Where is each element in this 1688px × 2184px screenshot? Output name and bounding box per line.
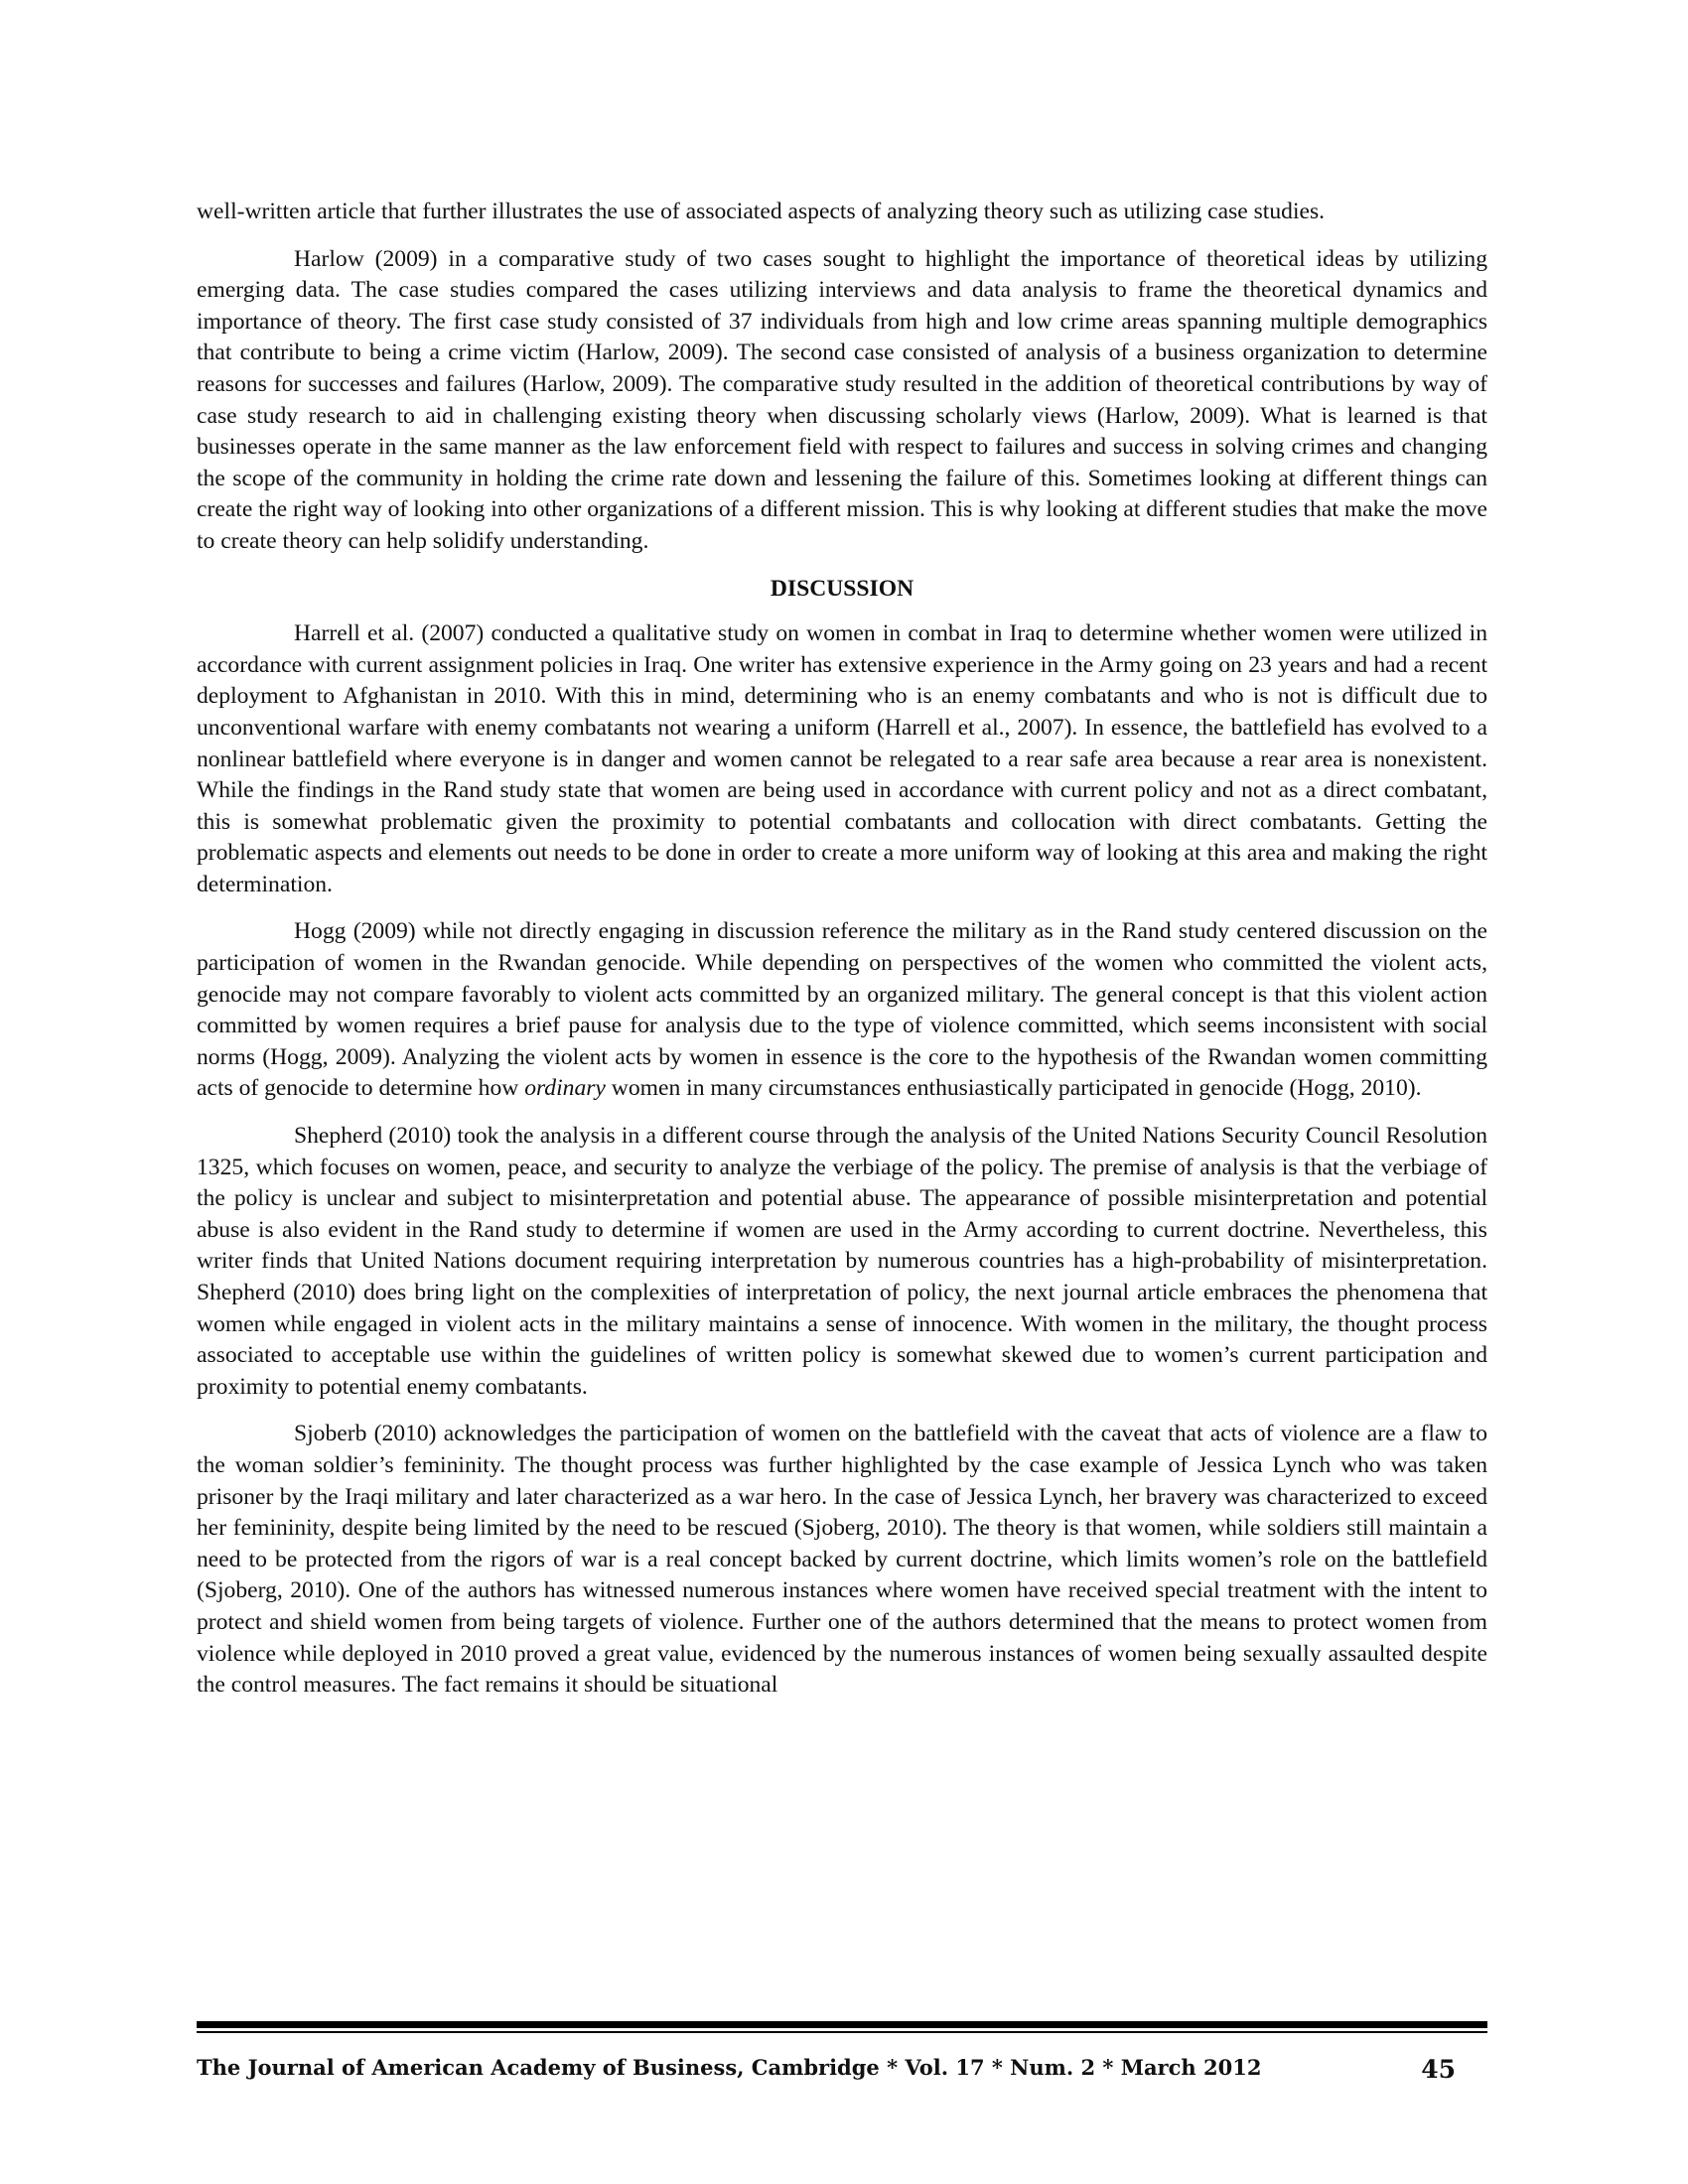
article-body [197, 197, 1487, 1717]
journal-citation: The Journal of American Academy of Business, Cambridge * Vol. 17 * Num. 2 * March 2012 [197, 2055, 1262, 2080]
footer-rule-thick [197, 2021, 1487, 2028]
paragraph-hogg [197, 916, 1487, 1105]
paragraph-sjoberg: Sjoberb (2010) acknowledges the participation of women on the battlefield with the caveat that acts of violence are a flaw to the woman soldier’s femininity. The thought process was further highlighted by the case example of Jessica Lynch who was taken prisoner by the Iraqi military and later characterized as a war hero. In the case of Jessica Lynch, her bravery was characterized to exceed her femininity, despite being limited by the need to be rescued (Sjoberg, 2010). The theory is that women, while soldiers still maintain a need to be protected from the rigors of war is a real concept backed by current doctrine, which limits women’s role on the battlefield (Sjoberg, 2010). One of the authors has witnessed numerous instances where women have received special treatment with the intent to protect and shield women from being targets of violence. Further one of the authors determined that the means to protect women from violence while deployed in 2010 proved a great value, evidenced by the numerous instances of women being sexually assaulted despite the control measures. The fact remains it should be situational [197, 1421, 1487, 1699]
paragraph-harrell: Harrell et al. (2007) conducted a qualitative study on women in combat in Iraq to determine whether women were utilized in accordance with current assignment policies in Iraq. One writer has extensive experience in the Army going on 23 years and had a recent deployment to Afghanistan in 2010. With this in mind, determining who is an enemy combatants and who is not is difficult due to unconventional warfare with enemy combatants not wearing a uniform (Harrell et al., 2007). In essence, the battlefield has evolved to a nonlinear battlefield where everyone is in danger and women cannot be relegated to a rear safe area because a rear area is nonexistent. While the findings in the Rand study state that women are being used in accordance with current policy and not as a direct combatant, this is somewhat problematic given the proximity to potential combatants and collocation with direct combatants. Getting the problematic aspects and elements out needs to be done in order to create a more uniform way of looking at this area and making the right determination. [197, 620, 1487, 897]
paragraph-shepherd: Shepherd (2010) took the analysis in a different course through the analysis of the United Nations Security Council Resolution 1325, which focuses on women, peace, and security to analyze the verbiage of the policy. The premise of analysis is that the verbiage of the policy is unclear and subject to misinterpretation and potential abuse. The appearance of possible misinterpretation and potential abuse is also evident in the Rand study to determine if women are used in the Army according to current doctrine. Nevertheless, this writer finds that United Nations document requiring interpretation by numerous countries has a high-probability of misinterpretation. Shepherd (2010) does bring light on the complexities of interpretation of policy, the next journal article embraces the phenomena that women while engaged in violent acts in the military maintains a sense of innocence. With women in the military, the thought process associated to acceptable use within the guidelines of written policy is somewhat skewed due to women’s current participation and proximity to potential enemy combatants. [197, 1123, 1487, 1400]
italic-ordinary: ordinary [524, 1075, 606, 1102]
footer-rule-thin [197, 2031, 1487, 2033]
paragraph-harlow: Harlow (2009) in a comparative study of two cases sought to highlight the importance of theoretical ideas by utilizing emerging data. The case studies compared the cases utilizing interviews and data analysis to frame the theoretical dynamics and importance of theory. The first case study consisted of 37 individuals from high and low crime areas spanning multiple demographics that contribute to being a crime victim (Harlow, 2009). The second case consisted of analysis of a business organization to determine reasons for successes and failures (Harlow, 2009). The comparative study resulted in the addition of theoretical contributions by way of case study research to aid in challenging existing theory when discussing scholarly views (Harlow, 2009). What is learned is that businesses operate in the same manner as the law enforcement field with respect to failures and success in solving crimes and changing the scope of the community in holding the crime rate down and lessening the failure of this. Sometimes looking at different things can create the right way of looking into other organizations of a different mission. This is why looking at different studies that make the move to create theory can help solidify understanding. [197, 245, 1487, 554]
paragraph-hogg-text-b: women in many circumstances enthusiastically participated in genocide (Hogg, 2010). [605, 1075, 1422, 1102]
paragraph-hogg-text-a: Hogg (2009) while not directly engaging in discussion reference the military as in the Rand study centered discussion on the participation of women in the Rwandan genocide. While depending on perspectives of the women who committed the violent acts, genocide may not compare favorably to violent acts committed by an organized military. The general concept is that this violent action committed by women requires a brief pause for analysis due to the type of violence committed, which seems inconsistent with social norms (Hogg, 2009). Analyzing the violent acts by women in essence is the core to the hypothesis of the Rwandan women committing acts of genocide to determine how [197, 918, 1487, 1102]
page-number: 45 [1421, 2055, 1456, 2084]
section-heading-discussion: DISCUSSION [770, 575, 914, 602]
paragraph-continuation: well-written article that further illustrates the use of associated aspects of analyzing theory such as utilizing case studies. [197, 199, 1326, 224]
